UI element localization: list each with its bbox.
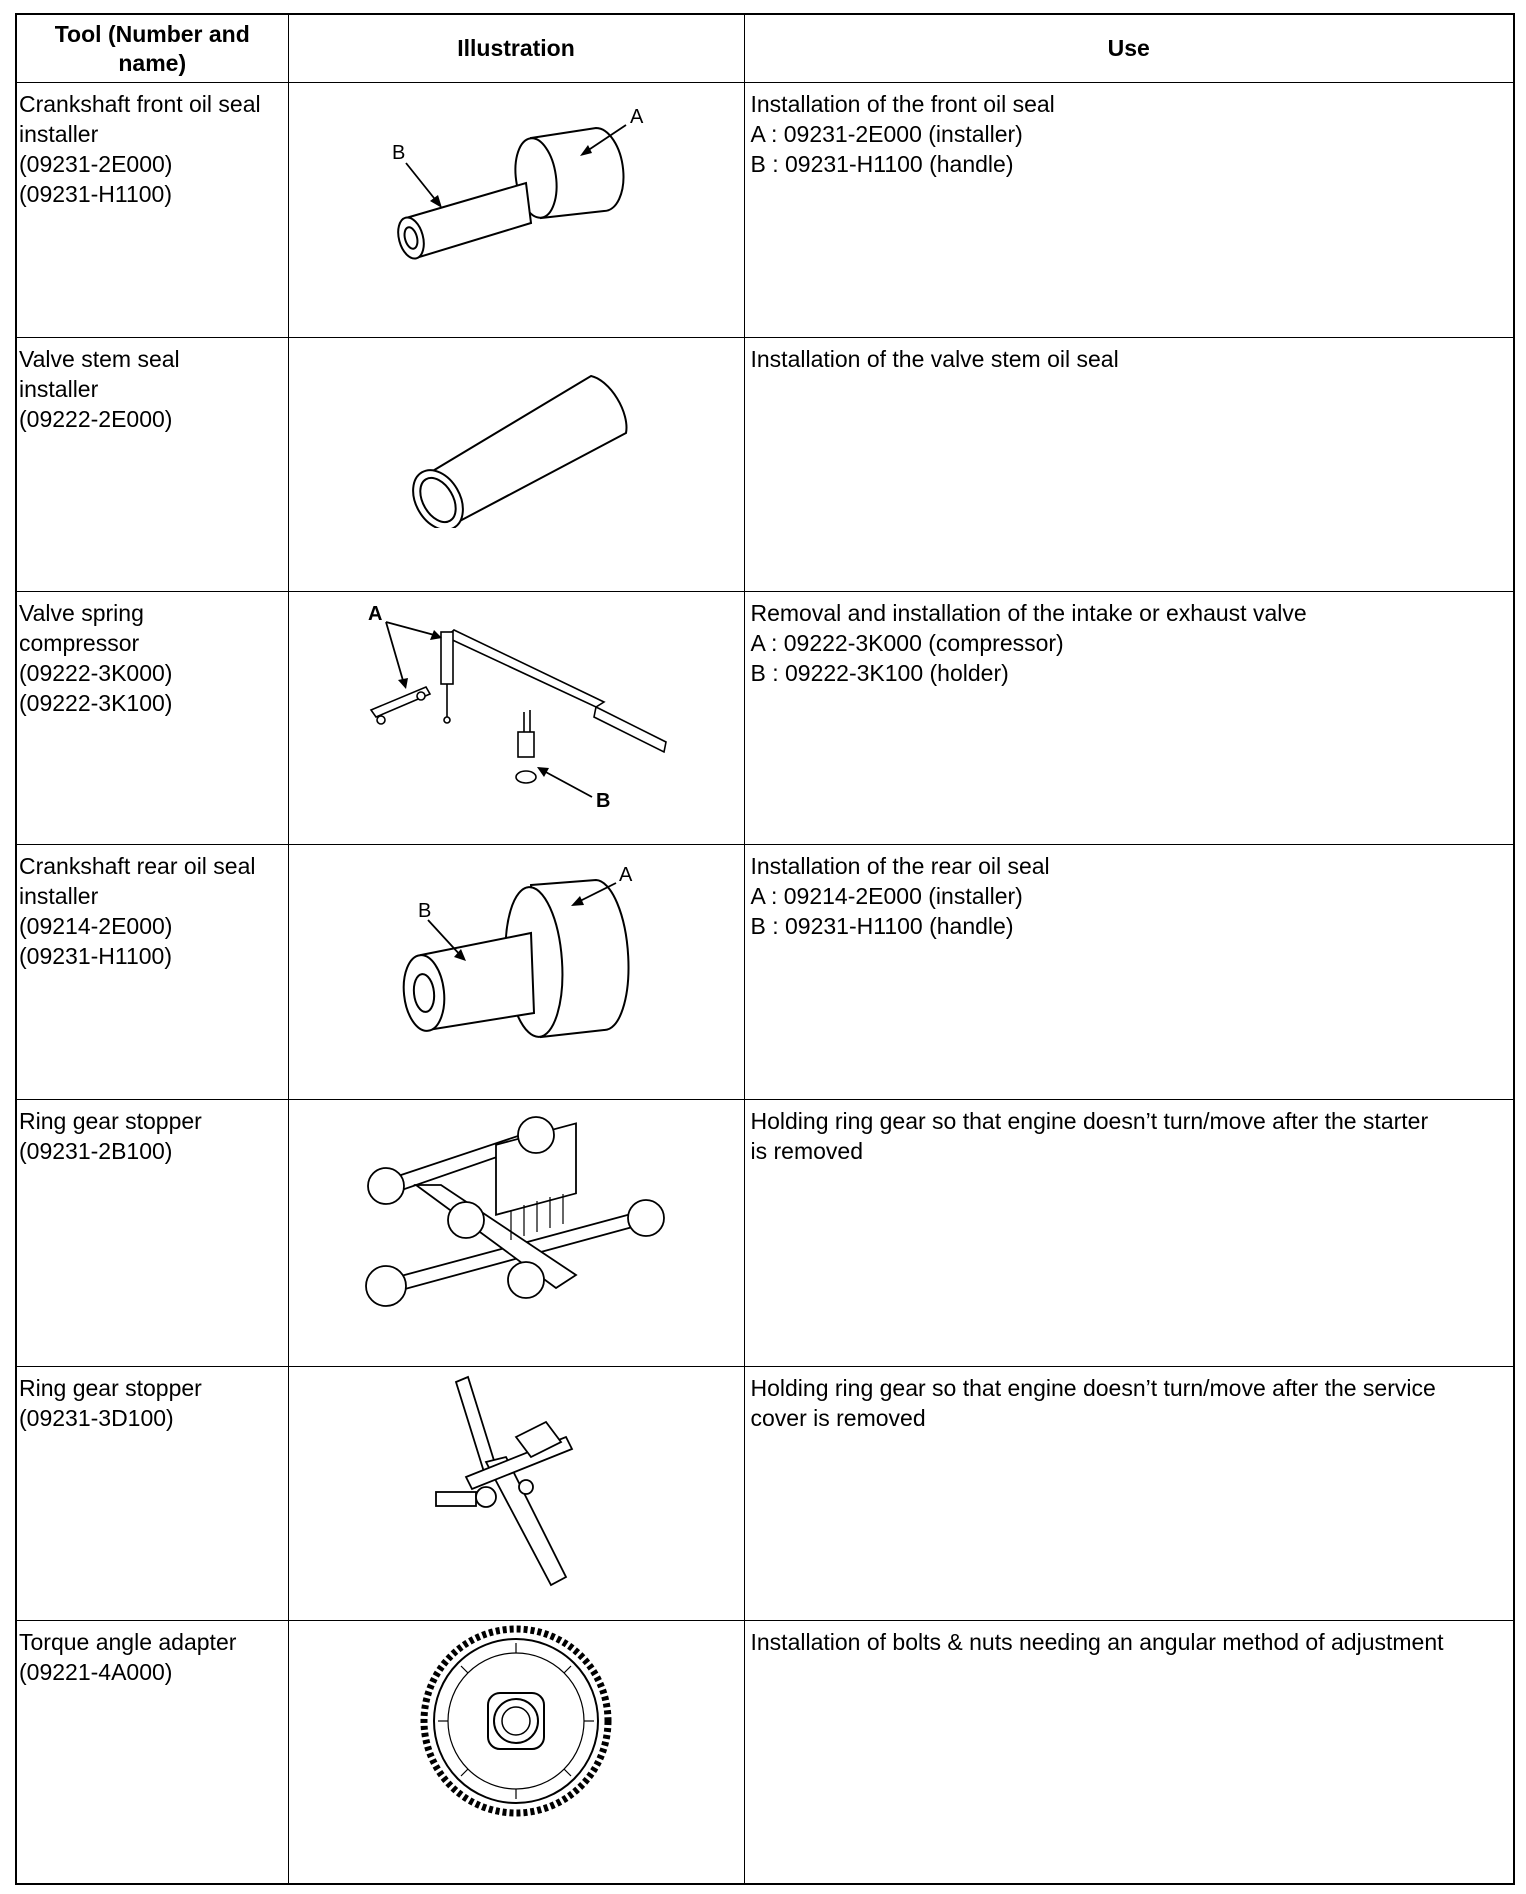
tool-cell: Valve spring compressor (09222-3K000) (09222-3K100) — [16, 592, 288, 845]
use-cell: Installation of the front oil seal A : 09231-2E000 (installer) B : 09231-H1100 (handle) — [744, 83, 1514, 338]
header-tool: Tool (Number and name) — [16, 14, 288, 83]
valve-spring-compressor-icon — [346, 592, 686, 812]
svg-text:A: A — [368, 603, 383, 625]
table-row — [16, 1621, 1514, 1885]
large-disc-installer-icon — [366, 845, 666, 1065]
illustration-cell — [288, 83, 744, 338]
header-use: Use — [744, 14, 1514, 83]
table-row — [16, 1100, 1514, 1367]
special-tools-table — [15, 13, 1515, 1885]
illustration-cell — [288, 1100, 744, 1367]
ring-gear-stopper-bolts-icon — [346, 1100, 686, 1340]
table-row — [16, 592, 1514, 845]
torque-angle-gauge-icon — [416, 1621, 616, 1821]
tool-cell: Crankshaft rear oil seal installer (09214-2E000) (09231-H1100) — [16, 845, 288, 1100]
header-illustration: Illustration — [288, 14, 744, 83]
illustration-cell — [288, 592, 744, 845]
illustration-cell — [288, 1367, 744, 1621]
tool-cell: Crankshaft front oil seal installer (09231-2E000) (09231-H1100) — [16, 83, 288, 338]
use-cell: Installation of bolts & nuts needing an angular method of adjustment — [744, 1621, 1514, 1885]
cylindrical-installer-with-handle-icon — [366, 83, 666, 283]
svg-text:B: B — [418, 900, 432, 922]
use-cell: Installation of the rear oil seal A : 09214-2E000 (installer) B : 09231-H1100 (handle) — [744, 845, 1514, 1100]
header-row — [16, 14, 1514, 83]
table-row — [16, 83, 1514, 338]
use-cell: Holding ring gear so that engine doesn’t turn/move after the starter is removed — [744, 1100, 1514, 1367]
use-cell: Holding ring gear so that engine doesn’t turn/move after the service cover is removed — [744, 1367, 1514, 1621]
tool-cell: Valve stem seal installer (09222-2E000) — [16, 338, 288, 592]
tool-cell: Ring gear stopper (09231-3D100) — [16, 1367, 288, 1621]
table-row — [16, 338, 1514, 592]
svg-text:B: B — [392, 142, 406, 164]
use-cell: Removal and installation of the intake or exhaust valve A : 09222-3K000 (compressor) B : 09222-3K100 (holder) — [744, 592, 1514, 845]
tube-installer-icon — [386, 338, 646, 528]
illustration-cell — [288, 845, 744, 1100]
svg-text:A: A — [619, 864, 633, 886]
tool-cell: Torque angle adapter (09221-4A000) — [16, 1621, 288, 1885]
ring-gear-stopper-bracket-icon — [406, 1367, 626, 1597]
illustration-cell — [288, 338, 744, 592]
use-cell: Installation of the valve stem oil seal — [744, 338, 1514, 592]
table-row — [16, 845, 1514, 1100]
tool-cell: Ring gear stopper (09231-2B100) — [16, 1100, 288, 1367]
table-row — [16, 1367, 1514, 1621]
svg-text:A: A — [630, 106, 644, 128]
illustration-cell — [288, 1621, 744, 1885]
svg-text:B: B — [596, 790, 611, 812]
